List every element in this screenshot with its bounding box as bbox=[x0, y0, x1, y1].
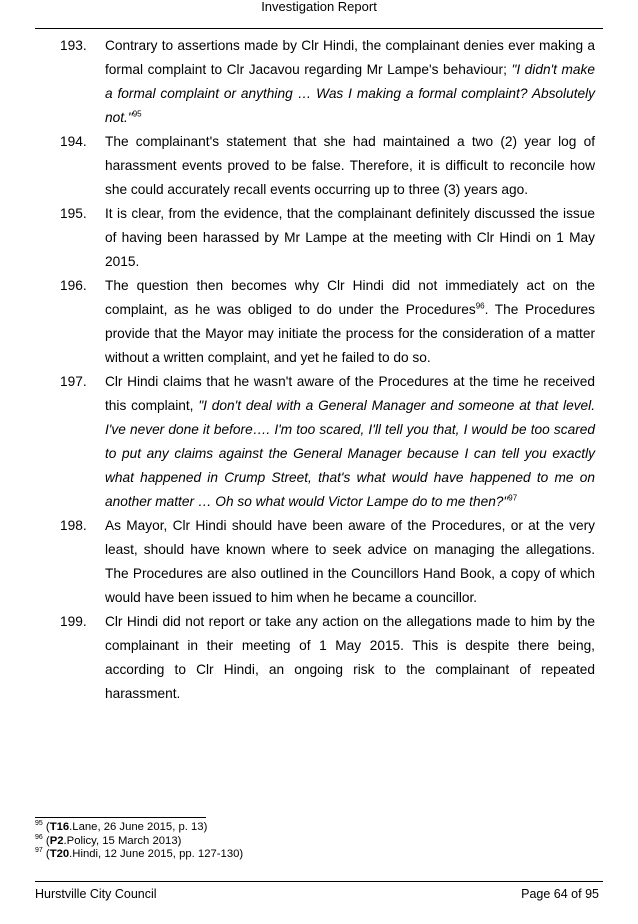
paragraph-number: 194. bbox=[60, 134, 87, 149]
footnote-code: T16 bbox=[49, 821, 70, 833]
footnote-code: P2 bbox=[49, 834, 64, 847]
report-body bbox=[60, 34, 595, 706]
paragraph-number: 199. bbox=[60, 614, 87, 629]
footer-organization: Hurstville City Council bbox=[35, 887, 157, 901]
quote-text: "I didn't make a formal complaint or anything … Was I making a formal complaint? Absolutely not." bbox=[105, 62, 595, 125]
footnote-ref: 97 bbox=[508, 493, 518, 503]
paragraph-text: Contrary to assertions made by Clr Hindi, the complainant denies ever making a formal complaint to Clr Jacavou regarding Mr Lampe's behaviour; bbox=[105, 38, 595, 77]
footnote-mark: 96 bbox=[35, 833, 43, 841]
footnote-ref: 96 bbox=[475, 301, 485, 311]
footnote-text: .Hindi, 12 June 2015, pp. 127-130) bbox=[69, 848, 244, 860]
footnote-96: $^{96}$ (P2.Policy, 15 March 2013) bbox=[35, 833, 182, 847]
paragraph-number: 197. bbox=[60, 374, 87, 389]
footnote-text: .Policy, 15 March 2013) bbox=[63, 834, 182, 847]
paragraph-number: 195. bbox=[60, 206, 87, 221]
paragraph-number: 198. bbox=[60, 518, 87, 533]
paragraph-197 bbox=[60, 370, 595, 514]
paragraph-198 bbox=[60, 514, 595, 610]
footnote-ref: 95 bbox=[132, 109, 142, 119]
header-divider bbox=[35, 28, 603, 29]
paragraph-194 bbox=[60, 130, 595, 202]
paragraph-text: It is clear, from the evidence, that the complainant definitely discussed the issue of having been harassed by Mr Lampe at the meeting with Clr Hindi on 1 May 2015. bbox=[105, 206, 595, 269]
footnote-mark: 97 bbox=[35, 847, 43, 855]
page-header-title: Investigation Report bbox=[261, 0, 377, 14]
footnote-mark: 95 bbox=[35, 820, 43, 828]
paragraph-text: The complainant's statement that she had maintained a two (2) year log of harassment events proved to be false. Therefore, it is difficult to reconcile how she could accurately recall events occurring up to three (3) years ago. bbox=[105, 134, 595, 197]
footnote-code: T20 bbox=[49, 848, 70, 860]
paragraph-199 bbox=[60, 610, 595, 706]
footnotes bbox=[35, 821, 243, 862]
paragraph-text: Clr Hindi claims that he wasn't aware of the Procedures at the time he received this complaint, bbox=[105, 374, 595, 413]
paragraph-195 bbox=[60, 202, 595, 274]
paragraph-text: The question then becomes why Clr Hindi did not immediately act on the complaint, as he was obliged to do under the Procedures bbox=[105, 278, 595, 317]
paragraph-number: 193. bbox=[60, 38, 87, 53]
paragraph-number: 196. bbox=[60, 278, 87, 293]
paragraph-text: Clr Hindi did not report or take any action on the allegations made to him by the complainant in their meeting of 1 May 2015. This is despite there being, according to Clr Hindi, an ongoing risk to the complainant of repeated harassment. bbox=[105, 614, 595, 701]
page-number: Page 64 of 95 bbox=[521, 887, 599, 901]
paragraph-text: As Mayor, Clr Hindi should have been aware of the Procedures, or at the very least, should have known where to seek advice on managing the allegations. The Procedures are also outlined in the Councillors Hand Book, a copy of which would have been issued to him when he became a councillor. bbox=[105, 518, 595, 605]
paragraph-text-cont: . The Procedures provide that the Mayor may initiate the process for the consideration of a matter without a written complaint, and yet he failed to do so. bbox=[105, 302, 595, 365]
paragraph-193 bbox=[60, 34, 595, 130]
footnote-text: .Lane, 26 June 2015, p. 13) bbox=[69, 821, 208, 833]
quote-text: "I don't deal with a General Manager and someone at that level. I've never done it before…. I'm too scared, I'll tell you that, I would be too scared to put any claims against the General Manager because I can tell you exactly what happened in Crump Street, that's what would have happened to me on another matter … Oh so what would Victor Lampe do to me then?" bbox=[105, 398, 596, 509]
paragraph-196 bbox=[60, 274, 595, 370]
footnote-95: $^{95}$ (T16.Lane, 26 June 2015, p. 13) bbox=[35, 820, 208, 833]
footer-divider bbox=[35, 881, 603, 882]
footnote-97: $^{97}$ (T20.Hindi, 12 June 2015, pp. 127-130) bbox=[35, 847, 244, 860]
footnote-divider bbox=[35, 817, 206, 818]
